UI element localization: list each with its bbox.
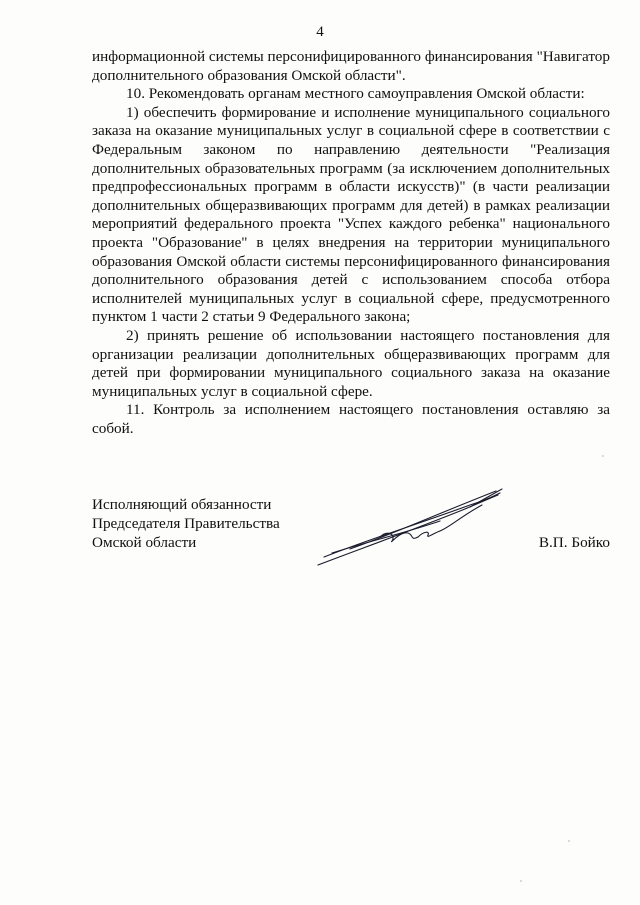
paragraph-clause-10: 10. Рекомендовать органам местного самоуправления Омской области: — [126, 85, 585, 103]
signatory-name: В.П. Бойко — [538, 534, 610, 551]
handwritten-signature — [310, 487, 510, 573]
scan-speck — [520, 880, 522, 882]
paragraph-continuation: информационной системы персонифицированного финансирования "Навигатор дополнительного образования Омской области". — [92, 48, 610, 84]
signature-block — [92, 495, 610, 575]
signatory-title-line: Исполняющий обязанности — [92, 496, 272, 513]
scan-speck — [568, 840, 570, 842]
paragraph-clause-11: 11. Контроль за исполнением настоящего постановления оставляю за собой. — [92, 401, 610, 437]
paragraph-clause-10-item-2: 2) принять решение об использовании настоящего постановления для организации реализации дополнительных общеразвивающих программ для детей при формировании муниципального социального заказа на оказание муниципальных услуг в социальной сфере. — [92, 326, 610, 400]
signatory-title-line: Председателя Правительства — [92, 515, 280, 532]
signatory-title-line: Омской области — [92, 534, 197, 551]
page-number: 4 — [316, 24, 324, 40]
scan-speck — [602, 455, 604, 457]
signatory-title — [92, 495, 322, 552]
paragraph-clause-10-item-1: 1) обеспечить формирование и исполнение муниципального социального заказа на оказание муниципальных услуг в социальной сфере в соответствии с Федеральным законом по направлению деятельности "Реализация дополнительных образовательных программ (за исключением дополнительных предпрофессиональных программ в области искусств)" (в части реализации дополнительных общеразвивающих программ для детей) в рамках реализации мероприятий федерального проекта "Успех каждого ребенка" национального проекта "Образование" в целях внедрения на территории муниципального образования Омской области системы персонифицированного финансирования дополнительного образования детей с использованием способа отбора исполнителей муниципальных услуг в социальной сфере, предусмотренного пунктом 1 части 2 статьи 9 Федерального закона; — [92, 103, 610, 326]
document-body — [92, 48, 610, 438]
